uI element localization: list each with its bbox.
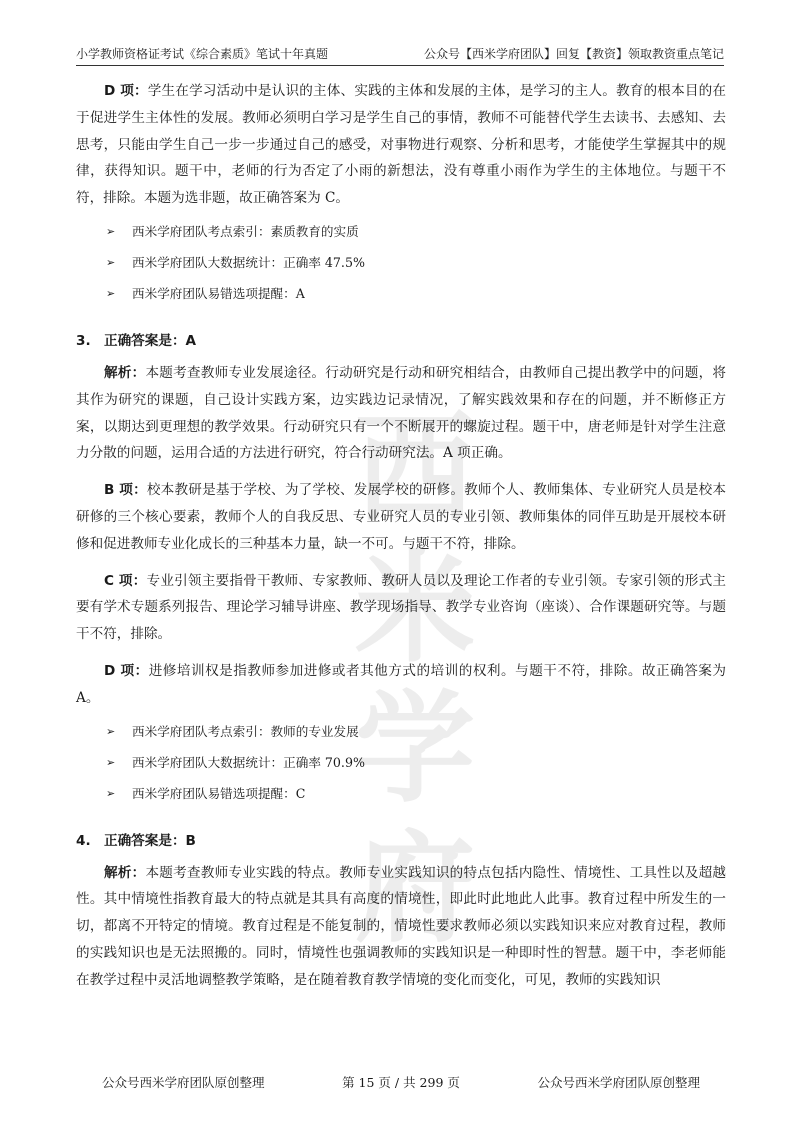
option-d-label: D 项：	[104, 83, 148, 99]
q3-answer: 正确答案是：A	[104, 332, 197, 349]
list-item	[76, 748, 726, 779]
option-c-label: C 项：	[104, 572, 147, 589]
analysis-label: 解析：	[104, 864, 146, 881]
watermark-logo: 西米学府	[355, 400, 475, 959]
footer-left: 公众号西米学府团队原创整理	[102, 1075, 265, 1090]
page-content	[76, 78, 726, 994]
bullet-text: 西米学府团队易错选项提醒：A	[132, 286, 305, 302]
bullet-text: 西米学府团队易错选项提醒：C	[132, 785, 306, 801]
list-item	[76, 779, 726, 810]
q3-heading	[76, 328, 726, 354]
q4-answer: 正确答案是：B	[104, 832, 196, 849]
q3-option-d	[76, 658, 726, 712]
q3-option-c	[76, 568, 726, 648]
list-item	[76, 248, 726, 279]
list-item	[76, 717, 726, 748]
analysis-text: 本题考查教师专业发展途径。行动研究是行动和研究相结合，由教师自己提出教学中的问题，将其作为研究的课题，自己设计实践方案，边实践边记录情况，了解实践效果和存在的问题，并不断修正方案，以期达到更理想的教学效果。行动研究只有一个不断展开的螺旋过程。题干中，唐老师是针对学生注意力分散的问题，运用合适的方法进行研究，符合行动研究法。A 项正确。	[76, 364, 726, 462]
bullet-text: 西米学府团队考点索引：教师的专业发展	[132, 723, 359, 739]
option-d-text: 进修培训权是指教师参加进修或者其他方式的培训的权利。与题干不符，排除。故正确答案为 A。	[76, 662, 726, 706]
q4-analysis	[76, 860, 726, 994]
analysis-label: 解析：	[104, 364, 146, 381]
list-item	[76, 217, 726, 248]
option-b-label: B 项：	[104, 482, 147, 499]
arrow-bullet-icon: ➢	[106, 287, 116, 301]
bullet-text: 西米学府团队大数据统计：正确率 47.5%	[132, 255, 365, 271]
arrow-bullet-icon: ➢	[106, 755, 116, 769]
q3-analysis	[76, 360, 726, 467]
option-d-text: 学生在学习活动中是认识的主体、实践的主体和发展的主体，是学习的主人。教育的根本目的在于促进学生主体性的发展。教师必须明白学习是学生自己的事情，教师不可能替代学生去读书、去感知、去思考，只能由学生自己一步一步通过自己的感受，对事物进行观察、分析和思考，才能使学生掌握其中的规律，获得知识。题干中，老师的行为否定了小雨的新想法，没有尊重小雨作为学生的主体地位。与题干不符，排除。本题为选非题，故正确答案为 C。	[76, 83, 726, 207]
q3-option-b	[76, 477, 726, 557]
bullet-text: 西米学府团队大数据统计：正确率 70.9%	[132, 754, 365, 770]
header-left-title: 小学教师资格证考试《综合素质》笔试十年真题	[76, 47, 329, 61]
q2-bullet-list	[76, 217, 726, 310]
option-c-text: 专业引领主要指骨干教师、专家教师、教研人员以及理论工作者的专业引领。专家引领的形式主要有学术专题系列报告、理论学习辅导讲座、教学现场指导、教学专业咨询（座谈）、合作课题研究等。与题干不符，排除。	[76, 572, 726, 643]
option-d-paragraph	[76, 78, 726, 212]
arrow-bullet-icon: ➢	[106, 225, 116, 239]
analysis-text: 本题考查教师专业实践的特点。教师专业实践知识的特点包括内隐性、情境性、工具性以及超越性。其中情境性指教育最大的特点就是其具有高度的情境性，即此时此地此人此事。教育过程中所发生的一切，都离不开特定的情境。教育过程是不能复制的，情境性要求教师必须以实践知识来应对教育过程，教师的实践知识也是无法照搬的。同时，情境性也强调教师的实践知识是一种即时性的智慧。题干中，李老师能在教学过程中灵活地调整教学策略，是在随着教育教学情境的变化而变化，可见，教师的实践知识	[76, 864, 726, 988]
q4-heading	[76, 828, 726, 854]
q3-bullet-list	[76, 717, 726, 810]
page-footer	[76, 1072, 724, 1092]
arrow-bullet-icon: ➢	[106, 724, 116, 738]
footer-right: 公众号西米学府团队原创整理	[537, 1075, 700, 1090]
q4-number: 4.	[76, 832, 91, 849]
header-right-promo: 公众号【西米学府团队】回复【教资】领取教资重点笔记	[423, 47, 724, 61]
arrow-bullet-icon: ➢	[106, 786, 116, 800]
q3-number: 3.	[76, 332, 91, 349]
page-header	[76, 40, 724, 66]
option-d-label: D 项：	[104, 662, 149, 679]
bullet-text: 西米学府团队考点索引：素质教育的实质	[132, 224, 359, 240]
list-item	[76, 279, 726, 310]
option-b-text: 校本教研是基于学校、为了学校、发展学校的研修。教师个人、教师集体、专业研究人员是校本研修的三个核心要素，教师个人的自我反思、专业研究人员的专业引领、教师集体的同伴互助是开展校本研修和促进教师专业化成长的三种基本力量，缺一不可。与题干不符，排除。	[76, 482, 727, 552]
page-number: 第 15 页 / 共 299 页	[342, 1075, 460, 1090]
arrow-bullet-icon: ➢	[106, 256, 116, 270]
